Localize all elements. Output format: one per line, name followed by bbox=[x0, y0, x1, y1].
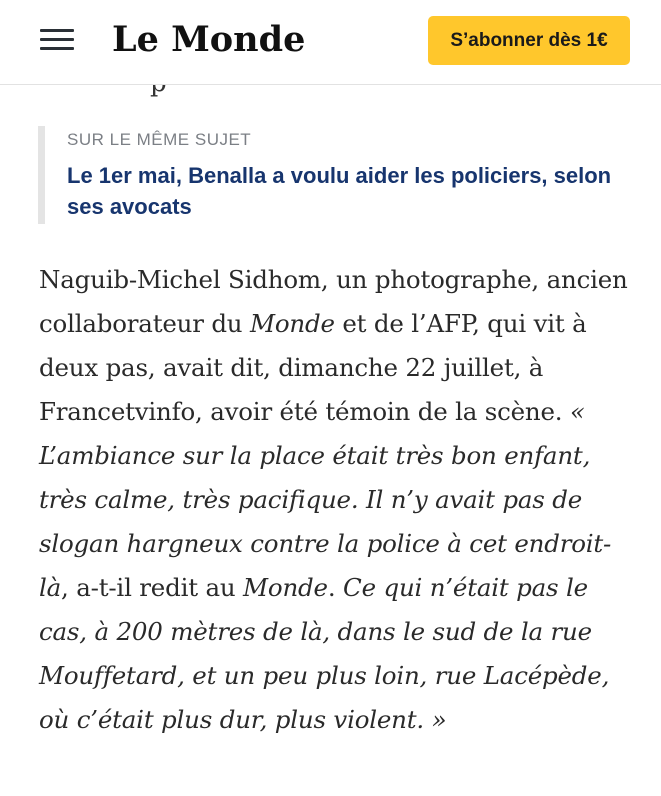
related-article-block bbox=[38, 126, 635, 224]
quote: « L’ambiance sur la place était très bon enfant, très calme, très pacifique. Il n’y avait pas de slogan hargneux contre la police à cet endroit-là bbox=[39, 397, 612, 602]
article-paragraph bbox=[39, 258, 639, 742]
newspaper-name: Monde bbox=[243, 573, 328, 602]
text-segment: . bbox=[327, 573, 344, 602]
quote: Ce qui n’était pas le cas, à 200 mètres de là, dans le sud de la rue Mouffetard, et un peu plus loin, rue Lacépède, où c’était plus dur, plus violent. » bbox=[39, 573, 610, 734]
text-segment: et de l’AFP, qui vit à deux pas, avait dit, dimanche 22 juillet, à Francetvinfo, avoir été témoin de la scène. bbox=[39, 309, 587, 426]
article-body bbox=[39, 258, 639, 742]
text-segment: Naguib-Michel Sidhom, un photographe, ancien collaborateur du bbox=[39, 265, 628, 338]
subscribe-button[interactable]: S’abonner dès 1€ bbox=[428, 16, 630, 65]
hamburger-menu-icon[interactable] bbox=[40, 29, 74, 51]
le-monde-logo[interactable]: Le Monde bbox=[112, 19, 306, 60]
related-article-link[interactable]: Le 1er mai, Benalla a voulu aider les policiers, selon ses avocats bbox=[67, 163, 612, 219]
newspaper-name: Monde bbox=[249, 309, 335, 338]
text-segment: , a-t-il redit au bbox=[61, 573, 244, 602]
site-header bbox=[0, 0, 661, 85]
related-kicker: SUR LE MÊME SUJET bbox=[67, 130, 252, 149]
